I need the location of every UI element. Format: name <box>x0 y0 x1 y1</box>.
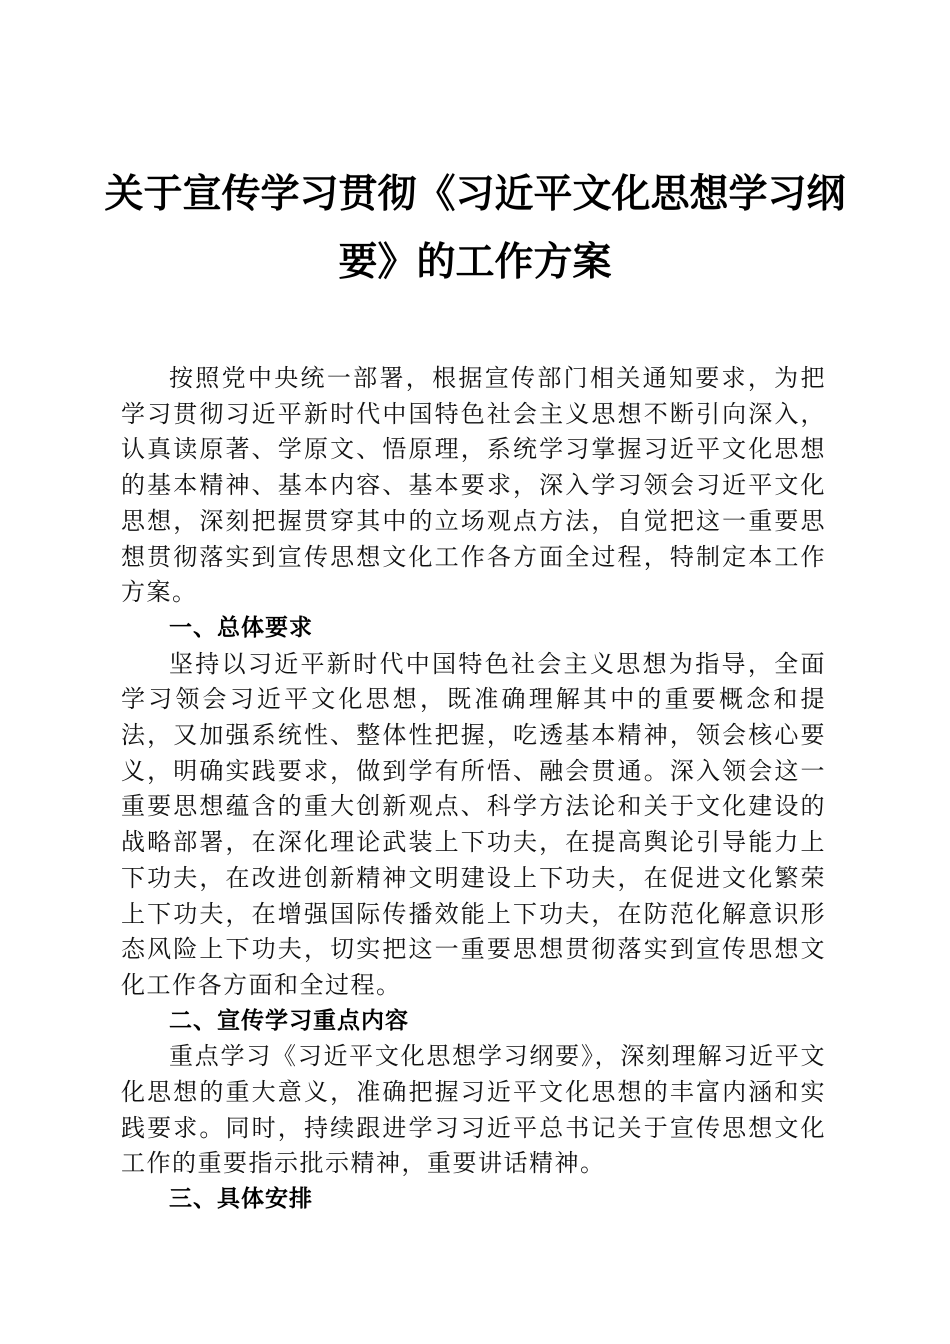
section-heading-general-requirements: 一、总体要求 <box>169 614 313 641</box>
section-heading-arrangements: 三、具体安排 <box>169 1186 313 1213</box>
intro-paragraph: 按照党中央统一部署，根据宣传部门相关通知要求，为把学习贯彻习近平新时代中国特色社会主义思想不断引向深入，认真读原著、学原文、悟原理，系统学习掌握习近平文化思想的基本精神、基本内容、基本要求，深入学习领会习近平文化思想，深刻把握贯穿其中的立场观点方法，自觉把这一重要思想贯彻落实到宣传思想文化工作各方面全过程，特制定本工作方案。 <box>121 364 826 607</box>
document-title-line-2: 要》的工作方案 <box>338 239 612 285</box>
section-heading-key-content: 二、宣传学习重点内容 <box>169 1007 409 1034</box>
section-paragraph-general-requirements: 坚持以习近平新时代中国特色社会主义思想为指导，全面学习领会习近平文化思想，既准确理解其中的重要概念和提法，又加强系统性、整体性把握，吃透基本精神，领会核心要义，明确实践要求，做到学有所悟、融会贯通。深入领会这一重要思想蕴含的重大创新观点、科学方法论和关于文化建设的战略部署，在深化理论武装上下功夫，在提高舆论引导能力上下功夫，在改进创新精神文明建设上下功夫，在促进文化繁荣上下功夫，在增强国际传播效能上下功夫，在防范化解意识形态风险上下功夫，切实把这一重要思想贯彻落实到宣传思想文化工作各方面和全过程。 <box>121 649 826 999</box>
document-body <box>121 361 826 1218</box>
section-paragraph-key-content: 重点学习《习近平文化思想学习纲要》，深刻理解习近平文化思想的重大意义，准确把握习近平文化思想的丰富内涵和实践要求。同时，持续跟进学习习近平总书记关于宣传思想文化工作的重要指示批示精神，重要讲话精神。 <box>121 1042 826 1178</box>
document-title-line-1: 关于宣传学习贯彻《习近平文化思想学习纲 <box>104 171 846 217</box>
